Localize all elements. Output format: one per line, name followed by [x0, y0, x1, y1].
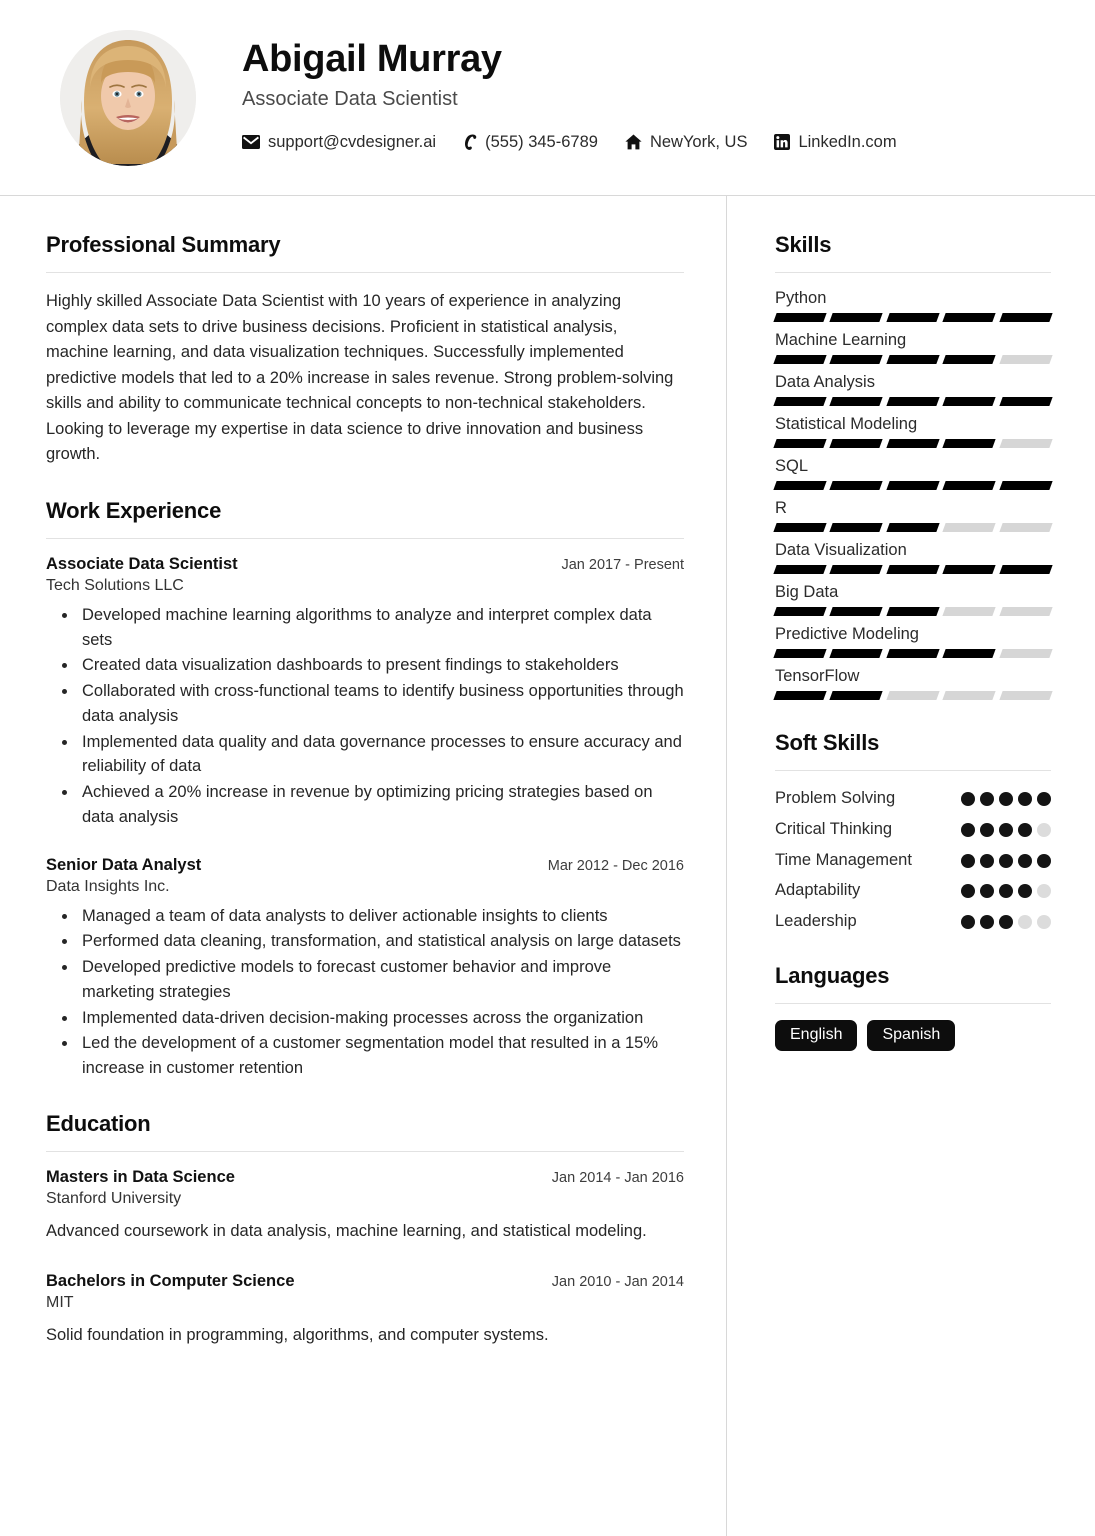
skill-row — [775, 331, 1051, 364]
soft-skill-rating — [961, 818, 1051, 837]
skills-heading: Skills — [775, 232, 832, 257]
skill-row — [775, 541, 1051, 574]
spacer — [46, 838, 684, 856]
divider — [46, 272, 684, 273]
skill-name: Statistical Modeling — [775, 415, 918, 433]
skill-segment — [999, 439, 1053, 448]
experience-head — [46, 856, 684, 875]
rating-dot — [999, 854, 1013, 868]
skills-list — [775, 289, 1051, 700]
skill-level-bar — [775, 355, 1051, 364]
skill-row — [775, 625, 1051, 658]
rating-dot — [980, 915, 994, 929]
divider — [775, 1003, 1051, 1004]
resume-body — [0, 196, 1095, 1536]
skill-name: Data Analysis — [775, 373, 875, 391]
skill-level-bar — [775, 439, 1051, 448]
page-title: Abigail Murray — [242, 38, 502, 80]
skill-name: Big Data — [775, 583, 839, 601]
rating-dot — [1037, 792, 1051, 806]
skill-segment — [773, 313, 827, 322]
skill-segment — [773, 355, 827, 364]
skill-segment — [943, 691, 997, 700]
rating-dot — [980, 854, 994, 868]
skill-segment — [999, 565, 1053, 574]
rating-dot — [999, 884, 1013, 898]
skill-row — [775, 499, 1051, 532]
skill-segment — [886, 313, 940, 322]
skill-segment — [886, 523, 940, 532]
skill-segment — [943, 355, 997, 364]
skill-segment — [999, 649, 1053, 658]
soft-skill-rating — [961, 910, 1051, 929]
skill-segment — [773, 439, 827, 448]
languages-list — [775, 1020, 1051, 1051]
soft-skill-row — [775, 879, 1051, 902]
contact-row — [242, 133, 897, 152]
summary-heading: Professional Summary — [46, 232, 281, 257]
skill-row — [775, 289, 1051, 322]
skill-name: R — [775, 499, 787, 517]
skill-segment — [773, 565, 827, 574]
contact-email-label: support@cvdesigner.ai — [268, 132, 437, 151]
divider — [775, 272, 1051, 273]
education-description: Solid foundation in programming, algorithms, and computer systems. — [46, 1325, 549, 1344]
rating-dot — [999, 823, 1013, 837]
list-item: • Collaborated with cross-functional teams to identify business opportunities through data analysis — [78, 679, 684, 729]
soft-skill-name: Adaptability — [775, 881, 861, 900]
experience-org: Data Insights Inc. — [46, 877, 170, 895]
skill-segment — [943, 481, 997, 490]
main-column — [0, 196, 726, 1536]
soft-skill-name: Leadership — [775, 912, 857, 931]
skill-segment — [886, 439, 940, 448]
rating-dot — [1018, 915, 1032, 929]
experience-item — [46, 856, 684, 1081]
skill-segment — [886, 649, 940, 658]
rating-dot — [961, 915, 975, 929]
divider — [46, 1151, 684, 1152]
experience-org: Tech Solutions LLC — [46, 576, 184, 594]
avatar — [60, 30, 196, 166]
skill-segment — [773, 691, 827, 700]
skill-segment — [830, 397, 884, 406]
skill-segment — [886, 481, 940, 490]
language-badge: Spanish — [867, 1020, 955, 1051]
section-education — [46, 1111, 684, 1348]
education-description: Advanced coursework in data analysis, machine learning, and statistical modeling. — [46, 1221, 647, 1240]
skill-segment — [830, 313, 884, 322]
skill-name: Predictive Modeling — [775, 625, 919, 643]
skill-level-bar — [775, 565, 1051, 574]
skill-segment — [830, 691, 884, 700]
education-school: Stanford University — [46, 1189, 182, 1207]
linkedin-icon — [774, 134, 790, 150]
divider — [775, 770, 1051, 771]
phone-icon — [463, 134, 477, 151]
rating-dot — [980, 823, 994, 837]
skill-segment — [830, 649, 884, 658]
contact-email[interactable] — [242, 133, 436, 152]
list-item: • Managed a team of data analysts to deliver actionable insights to clients — [78, 904, 684, 929]
home-icon — [625, 134, 642, 150]
skill-level-bar — [775, 397, 1051, 406]
skill-segment — [999, 523, 1053, 532]
skill-segment — [999, 313, 1053, 322]
summary-text: Highly skilled Associate Data Scientist with 10 years of experience in analyzing complex data sets to drive business decisions. Proficient in statistical analysis, machine learning, and data visualization techniques. Successfully implemented predictive models that led to a 20% increase in sales revenue. Strong problem-solving skills and ability to communicate technical concepts to non-technical stakeholders. Looking to leverage my expertise in data science to drive innovation and business growth. — [46, 292, 674, 464]
education-item — [46, 1168, 684, 1244]
soft-skill-row — [775, 849, 1051, 872]
skill-name: Python — [775, 289, 827, 307]
skill-row — [775, 373, 1051, 406]
experience-date: Jan 2017 - Present — [561, 556, 684, 573]
skill-segment — [943, 565, 997, 574]
list-item: • Achieved a 20% increase in revenue by optimizing pricing strategies based on data analysis — [78, 780, 684, 830]
skill-segment — [886, 607, 940, 616]
rating-dot — [961, 854, 975, 868]
section-work-experience — [46, 498, 684, 1081]
languages-heading: Languages — [775, 962, 890, 988]
spacer — [46, 1252, 684, 1272]
skill-segment — [773, 397, 827, 406]
sidebar-column — [726, 196, 1095, 1536]
experience-item — [46, 555, 684, 830]
contact-phone-label: (555) 345-6789 — [485, 132, 598, 151]
soft-skill-rating — [961, 787, 1051, 806]
rating-dot — [980, 884, 994, 898]
skill-level-bar — [775, 523, 1051, 532]
skill-segment — [830, 607, 884, 616]
rating-dot — [1018, 823, 1032, 837]
education-item — [46, 1272, 684, 1348]
skill-segment — [886, 565, 940, 574]
skill-segment — [943, 649, 997, 658]
skill-segment — [943, 313, 997, 322]
contact-linkedin[interactable] — [774, 133, 896, 152]
soft-skills-heading: Soft Skills — [775, 730, 880, 755]
skill-segment — [773, 481, 827, 490]
skill-row — [775, 415, 1051, 448]
education-heading: Education — [46, 1110, 151, 1136]
education-degree: Masters in Data Science — [46, 1167, 235, 1186]
header-text-block — [242, 22, 897, 152]
list-item: • Developed machine learning algorithms to analyze and interpret complex data sets — [78, 603, 684, 653]
skill-level-bar — [775, 691, 1051, 700]
soft-skill-row — [775, 787, 1051, 810]
skill-row — [775, 667, 1051, 700]
skill-level-bar — [775, 649, 1051, 658]
skill-segment — [830, 439, 884, 448]
experience-head — [46, 555, 684, 574]
skill-level-bar — [775, 607, 1051, 616]
experience-bullets — [46, 904, 684, 1081]
education-head — [46, 1272, 684, 1291]
skill-segment — [830, 565, 884, 574]
skill-segment — [886, 355, 940, 364]
rating-dot — [961, 792, 975, 806]
rating-dot — [961, 884, 975, 898]
skill-name: TensorFlow — [775, 667, 860, 685]
skill-row — [775, 583, 1051, 616]
skill-segment — [830, 481, 884, 490]
soft-skill-name: Problem Solving — [775, 789, 896, 807]
soft-skills-list — [775, 787, 1051, 933]
soft-skill-rating — [961, 849, 1051, 868]
list-item: • Led the development of a customer segmentation model that resulted in a 15% increase in customer retention — [78, 1031, 684, 1081]
rating-dot — [999, 915, 1013, 929]
rating-dot — [1037, 823, 1051, 837]
education-date: Jan 2014 - Jan 2016 — [551, 1169, 684, 1186]
list-item: • Implemented data quality and data governance processes to ensure accuracy and reliability of data — [78, 730, 684, 780]
education-date: Jan 2010 - Jan 2014 — [551, 1273, 684, 1290]
contact-location[interactable] — [625, 133, 748, 152]
education-school: MIT — [46, 1293, 74, 1311]
skill-segment — [886, 397, 940, 406]
education-degree: Bachelors in Computer Science — [46, 1271, 295, 1290]
soft-skill-rating — [961, 879, 1051, 898]
rating-dot — [1018, 854, 1032, 868]
rating-dot — [1037, 854, 1051, 868]
soft-skill-row — [775, 818, 1051, 841]
profile-photo — [60, 30, 196, 166]
skill-segment — [830, 355, 884, 364]
skill-row — [775, 457, 1051, 490]
rating-dot — [961, 823, 975, 837]
skill-segment — [943, 523, 997, 532]
list-item: • Created data visualization dashboards to present findings to stakeholders — [78, 653, 684, 678]
skill-segment — [943, 607, 997, 616]
skill-segment — [999, 607, 1053, 616]
list-item: • Implemented data-driven decision-making processes across the organization — [78, 1006, 684, 1031]
list-item: • Performed data cleaning, transformation, and statistical analysis on large datasets — [78, 929, 684, 954]
soft-skill-row — [775, 910, 1051, 933]
skill-segment — [999, 691, 1053, 700]
soft-skill-name: Time Management — [775, 850, 912, 869]
skill-segment — [773, 607, 827, 616]
skill-name: SQL — [775, 457, 809, 475]
section-soft-skills — [775, 730, 1051, 933]
rating-dot — [1037, 884, 1051, 898]
skill-segment — [886, 691, 940, 700]
resume-header — [0, 0, 1095, 196]
skill-segment — [943, 397, 997, 406]
divider — [46, 538, 684, 539]
rating-dot — [1037, 915, 1051, 929]
skill-name: Machine Learning — [775, 331, 907, 349]
rating-dot — [1018, 884, 1032, 898]
skill-segment — [943, 439, 997, 448]
job-title: Associate Data Scientist — [242, 87, 458, 110]
skill-segment — [830, 523, 884, 532]
education-head — [46, 1168, 684, 1187]
section-professional-summary — [46, 232, 684, 468]
experience-bullets — [46, 603, 684, 830]
soft-skill-name: Critical Thinking — [775, 819, 893, 838]
section-skills — [775, 232, 1051, 700]
experience-date: Mar 2012 - Dec 2016 — [547, 857, 684, 874]
skill-segment — [773, 649, 827, 658]
rating-dot — [1018, 792, 1032, 806]
contact-location-label: NewYork, US — [649, 132, 748, 151]
skill-segment — [999, 355, 1053, 364]
skill-segment — [773, 523, 827, 532]
rating-dot — [980, 792, 994, 806]
language-badge: English — [775, 1020, 857, 1051]
experience-heading: Work Experience — [46, 497, 222, 523]
section-languages — [775, 963, 1051, 1051]
contact-linkedin-label: LinkedIn.com — [798, 132, 897, 151]
spacer — [46, 1089, 684, 1111]
skill-name: Data Visualization — [775, 541, 907, 559]
contact-phone[interactable] — [463, 133, 598, 152]
skill-segment — [999, 397, 1053, 406]
skill-level-bar — [775, 481, 1051, 490]
skill-segment — [999, 481, 1053, 490]
experience-role: Associate Data Scientist — [46, 554, 238, 573]
skill-level-bar — [775, 313, 1051, 322]
experience-role: Senior Data Analyst — [46, 855, 202, 874]
list-item: • Developed predictive models to forecast customer behavior and improve marketing strategies — [78, 955, 684, 1005]
envelope-icon — [242, 135, 260, 149]
rating-dot — [999, 792, 1013, 806]
